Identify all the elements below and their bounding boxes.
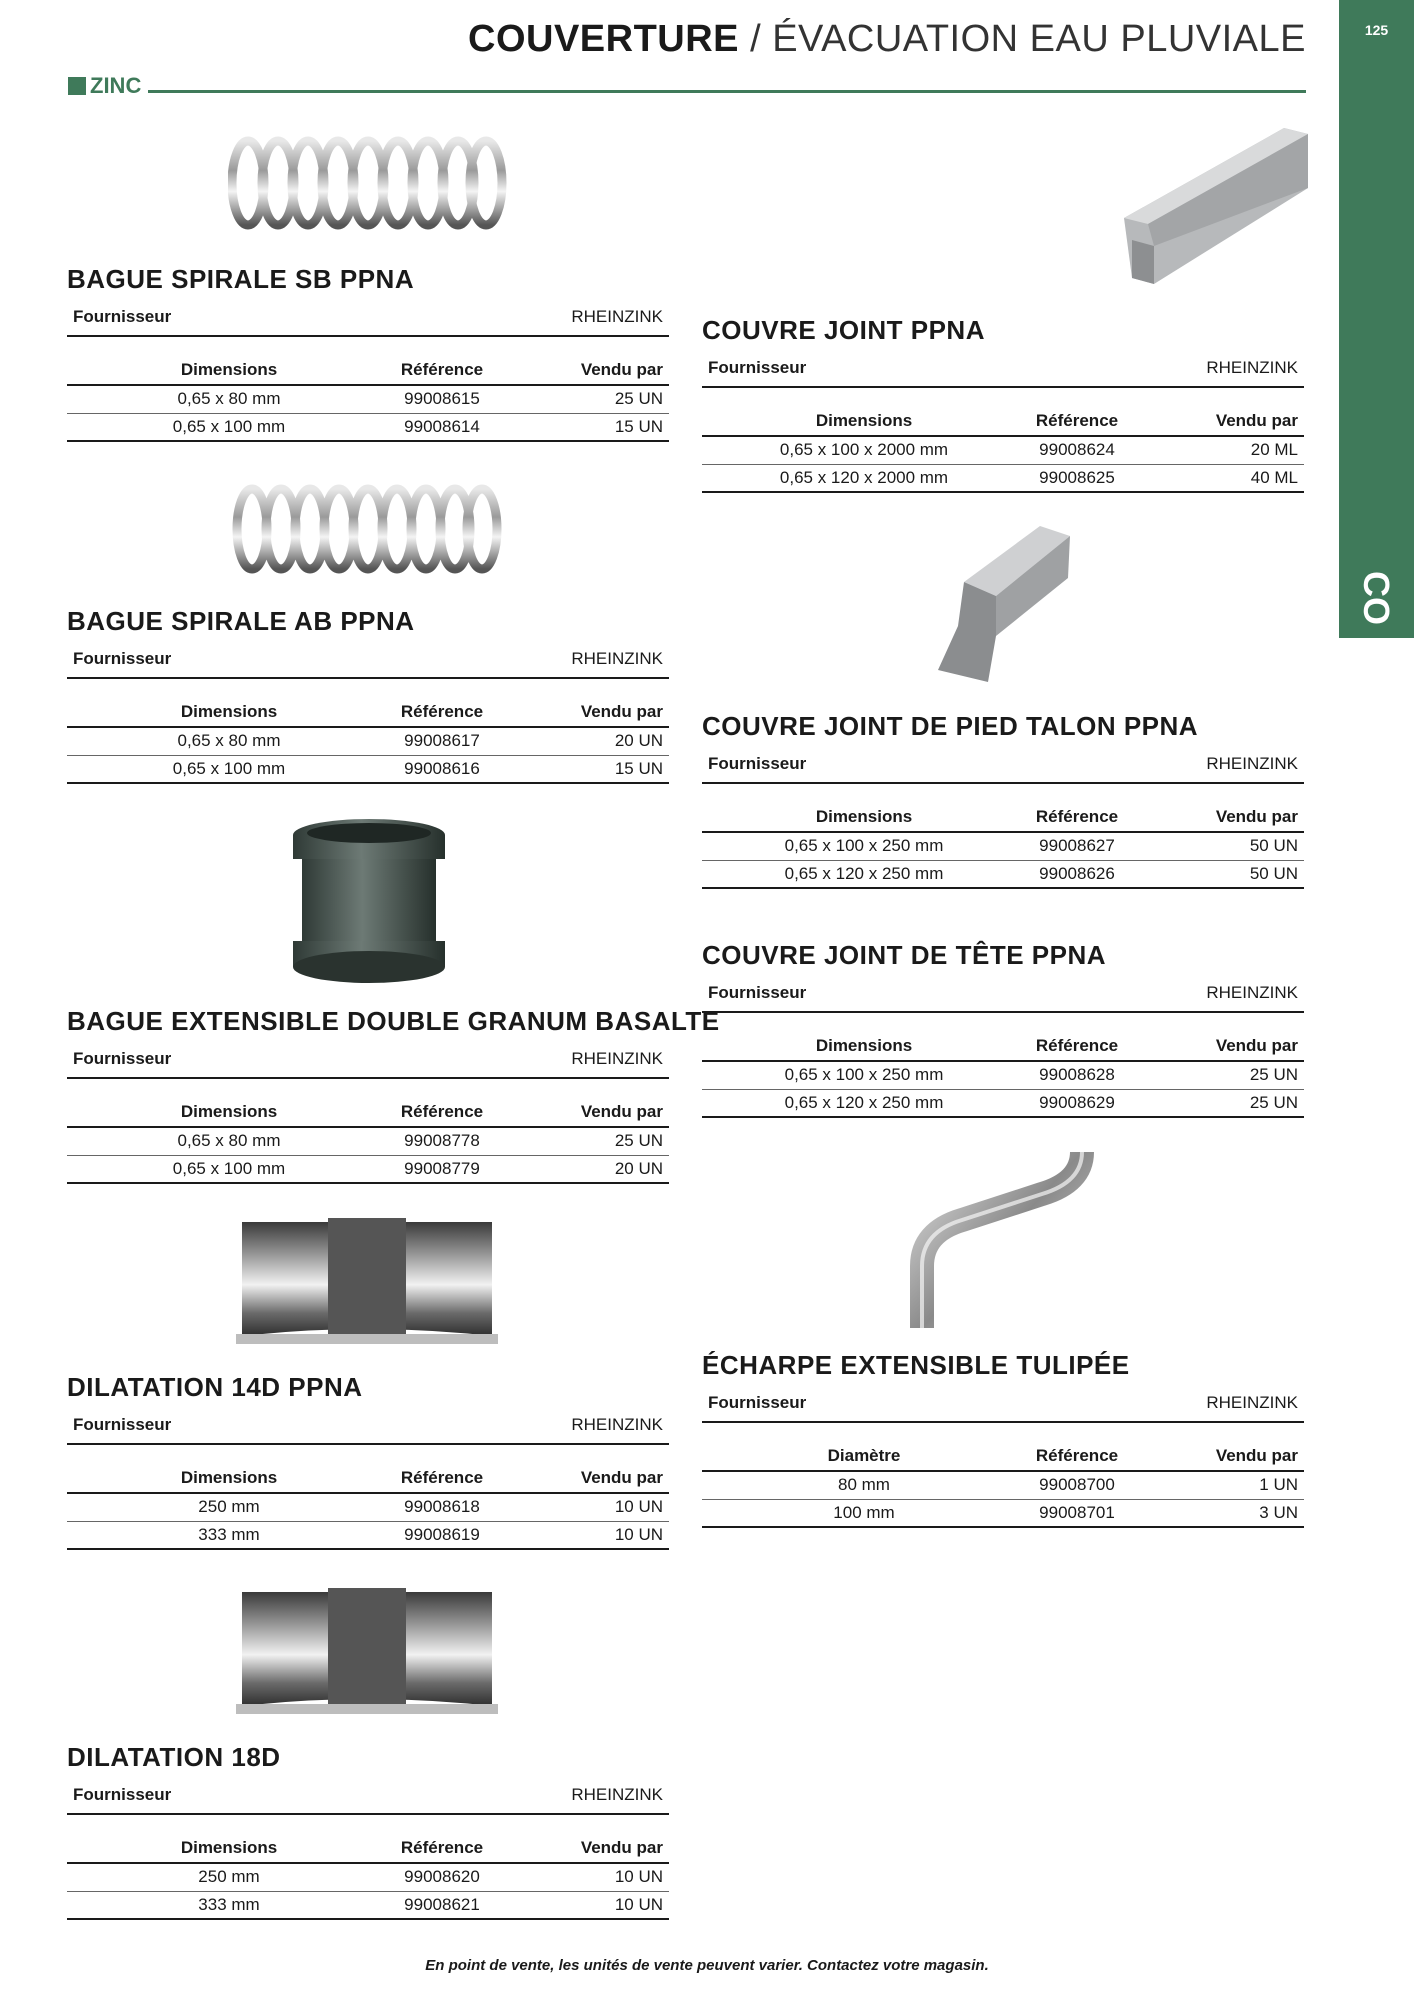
cell-dimension: 0,65 x 100 x 2000 mm [702, 436, 992, 464]
table-row [67, 1863, 669, 1891]
cell-reference: 99008615 [357, 385, 527, 413]
cell-reference: 99008625 [992, 464, 1162, 492]
page-title-sub: / ÉVACUATION EAU PLUVIALE [739, 18, 1306, 60]
supplier-value: RHEINZINK [1206, 754, 1298, 773]
foot-joint-cover-image [936, 522, 1072, 688]
product-title: BAGUE SPIRALE AB PPNA [67, 606, 415, 636]
cell-sold-by: 25 UN [1162, 1061, 1304, 1089]
cell-reference: 99008778 [357, 1127, 527, 1155]
col-dimensions: Dimensions [67, 1827, 357, 1863]
col-sold-by: Vendu par [527, 1827, 669, 1863]
product-table [67, 1091, 669, 1184]
cell-diameter: 80 mm [702, 1471, 992, 1499]
table-row [702, 832, 1304, 860]
supplier-row [67, 1777, 669, 1815]
cell-reference: 99008626 [992, 860, 1162, 888]
table-row [67, 1127, 669, 1155]
table-row [702, 860, 1304, 888]
cell-dimension: 0,65 x 80 mm [67, 727, 357, 755]
table-row [702, 1061, 1304, 1089]
table-row [67, 1155, 669, 1183]
cell-sold-by: 15 UN [527, 755, 669, 783]
supplier-label: Fournisseur [73, 1785, 172, 1804]
product-bague-spirale-sb [67, 259, 669, 442]
table-header-row [67, 1091, 669, 1127]
col-sold-by: Vendu par [1162, 1025, 1304, 1061]
col-diameter: Diamètre [702, 1435, 992, 1471]
product-table [702, 1435, 1304, 1528]
table-row [67, 1891, 669, 1919]
product-echarpe-tulipee [702, 1345, 1304, 1528]
cell-reference: 99008620 [357, 1863, 527, 1891]
supplier-row [702, 746, 1304, 784]
col-reference: Référence [357, 1091, 527, 1127]
cell-sold-by: 50 UN [1162, 860, 1304, 888]
page-number: 125 [1364, 22, 1389, 38]
cell-dimension: 0,65 x 100 x 250 mm [702, 832, 992, 860]
supplier-row [702, 975, 1304, 1013]
supplier-row [702, 1385, 1304, 1423]
supplier-label: Fournisseur [73, 307, 172, 326]
col-reference: Référence [992, 400, 1162, 436]
cell-sold-by: 20 UN [527, 1155, 669, 1183]
page-title-main: COUVERTURE [468, 18, 740, 60]
col-reference: Référence [357, 349, 527, 385]
product-table [67, 349, 669, 442]
table-header-row [67, 1827, 669, 1863]
supplier-row [67, 1041, 669, 1079]
table-row [67, 1493, 669, 1521]
col-dimensions: Dimensions [702, 400, 992, 436]
cell-sold-by: 15 UN [527, 413, 669, 441]
col-dimensions: Dimensions [702, 796, 992, 832]
cell-sold-by: 20 UN [527, 727, 669, 755]
supplier-value: RHEINZINK [1206, 358, 1298, 377]
supplier-value: RHEINZINK [571, 307, 663, 326]
col-reference: Référence [992, 796, 1162, 832]
cell-dimension: 0,65 x 100 mm [67, 413, 357, 441]
col-reference: Référence [357, 1457, 527, 1493]
table-row [702, 1471, 1304, 1499]
table-row [702, 436, 1304, 464]
col-dimensions: Dimensions [67, 349, 357, 385]
product-table [702, 796, 1304, 889]
supplier-value: RHEINZINK [571, 649, 663, 668]
product-title: BAGUE SPIRALE SB PPNA [67, 264, 415, 294]
supplier-row [67, 299, 669, 337]
section-divider [148, 90, 1306, 93]
cell-sold-by: 25 UN [1162, 1089, 1304, 1117]
cell-dimension: 0,65 x 120 x 250 mm [702, 1089, 992, 1117]
expansion-joint-18d-image [236, 1588, 498, 1720]
table-row [67, 727, 669, 755]
col-sold-by: Vendu par [1162, 1435, 1304, 1471]
supplier-label: Fournisseur [708, 754, 807, 773]
table-header-row [702, 400, 1304, 436]
supplier-row [702, 350, 1304, 388]
section-label [68, 73, 141, 99]
cell-sold-by: 40 ML [1162, 464, 1304, 492]
product-title: BAGUE EXTENSIBLE DOUBLE GRANUM BASALTE [67, 1006, 720, 1036]
cell-dimension: 0,65 x 100 x 250 mm [702, 1061, 992, 1089]
cell-dimension: 333 mm [67, 1521, 357, 1549]
col-reference: Référence [357, 1827, 527, 1863]
col-sold-by: Vendu par [527, 1457, 669, 1493]
cell-dimension: 333 mm [67, 1891, 357, 1919]
col-reference: Référence [992, 1025, 1162, 1061]
chapter-code: CO [1356, 571, 1397, 625]
table-row [67, 385, 669, 413]
cell-reference: 99008621 [357, 1891, 527, 1919]
table-header-row [702, 1025, 1304, 1061]
table-row [67, 755, 669, 783]
col-reference: Référence [992, 1435, 1162, 1471]
spiral-ring-ab-image [232, 478, 504, 580]
product-table [67, 691, 669, 784]
cell-reference: 99008617 [357, 727, 527, 755]
cell-sold-by: 10 UN [527, 1493, 669, 1521]
product-title: DILATATION 18D [67, 1742, 281, 1772]
cell-reference: 99008628 [992, 1061, 1162, 1089]
supplier-label: Fournisseur [73, 649, 172, 668]
cell-reference: 99008616 [357, 755, 527, 783]
product-bague-spirale-ab [67, 601, 669, 784]
table-header-row [67, 691, 669, 727]
cell-diameter: 100 mm [702, 1499, 992, 1527]
cell-dimension: 250 mm [67, 1493, 357, 1521]
supplier-label: Fournisseur [708, 983, 807, 1002]
cell-reference: 99008624 [992, 436, 1162, 464]
product-dilatation-14d [67, 1367, 669, 1550]
cell-sold-by: 3 UN [1162, 1499, 1304, 1527]
table-row [67, 1521, 669, 1549]
cell-dimension: 0,65 x 100 mm [67, 1155, 357, 1183]
expansion-joint-14d-image [236, 1218, 498, 1350]
product-couvre-joint-pied [702, 706, 1304, 889]
cell-reference: 99008614 [357, 413, 527, 441]
cell-sold-by: 20 ML [1162, 436, 1304, 464]
cell-sold-by: 1 UN [1162, 1471, 1304, 1499]
cell-dimension: 0,65 x 80 mm [67, 385, 357, 413]
cell-reference: 99008629 [992, 1089, 1162, 1117]
product-table [67, 1457, 669, 1550]
chapter-tab [1339, 0, 1414, 638]
product-title: COUVRE JOINT DE PIED TALON PPNA [702, 711, 1199, 741]
col-sold-by: Vendu par [527, 349, 669, 385]
table-row [702, 464, 1304, 492]
section-name: ZINC [90, 73, 142, 98]
col-reference: Référence [357, 691, 527, 727]
cell-sold-by: 25 UN [527, 385, 669, 413]
table-row [702, 1499, 1304, 1527]
supplier-label: Fournisseur [73, 1415, 172, 1434]
product-table [702, 1025, 1304, 1118]
col-sold-by: Vendu par [527, 1091, 669, 1127]
table-header-row [67, 349, 669, 385]
supplier-value: RHEINZINK [571, 1785, 663, 1804]
product-title: ÉCHARPE EXTENSIBLE TULIPÉE [702, 1350, 1130, 1380]
cell-reference: 99008618 [357, 1493, 527, 1521]
supplier-row [67, 641, 669, 679]
joint-cover-image [1124, 128, 1308, 292]
col-dimensions: Dimensions [67, 1457, 357, 1493]
col-dimensions: Dimensions [702, 1025, 992, 1061]
spiral-ring-sb-image [228, 128, 510, 238]
cell-reference: 99008627 [992, 832, 1162, 860]
cell-dimension: 0,65 x 100 mm [67, 755, 357, 783]
supplier-label: Fournisseur [708, 1393, 807, 1412]
product-table [702, 400, 1304, 493]
table-header-row [67, 1457, 669, 1493]
supplier-label: Fournisseur [73, 1049, 172, 1068]
cell-reference: 99008700 [992, 1471, 1162, 1499]
extensible-ring-image [288, 815, 450, 985]
supplier-row [67, 1407, 669, 1445]
product-table [67, 1827, 669, 1920]
table-row [702, 1089, 1304, 1117]
cell-sold-by: 50 UN [1162, 832, 1304, 860]
col-sold-by: Vendu par [1162, 796, 1304, 832]
page-title [468, 18, 1306, 61]
table-header-row [702, 1435, 1304, 1471]
cell-reference: 99008701 [992, 1499, 1162, 1527]
product-couvre-joint-tete [702, 935, 1304, 1118]
supplier-value: RHEINZINK [1206, 1393, 1298, 1412]
product-bague-extensible [67, 1001, 720, 1184]
supplier-value: RHEINZINK [1206, 983, 1298, 1002]
cell-sold-by: 10 UN [527, 1863, 669, 1891]
cell-sold-by: 25 UN [527, 1127, 669, 1155]
section-marker-icon [68, 77, 86, 95]
cell-sold-by: 10 UN [527, 1521, 669, 1549]
supplier-value: RHEINZINK [571, 1415, 663, 1434]
cell-dimension: 0,65 x 80 mm [67, 1127, 357, 1155]
table-row [67, 413, 669, 441]
col-sold-by: Vendu par [1162, 400, 1304, 436]
product-title: DILATATION 14D PPNA [67, 1372, 363, 1402]
footer-note: En point de vente, les unités de vente peuvent varier. Contactez votre magasin. [425, 1957, 989, 1974]
product-dilatation-18d [67, 1737, 669, 1920]
table-header-row [702, 796, 1304, 832]
supplier-label: Fournisseur [708, 358, 807, 377]
col-dimensions: Dimensions [67, 691, 357, 727]
cell-dimension: 250 mm [67, 1863, 357, 1891]
cell-reference: 99008619 [357, 1521, 527, 1549]
product-couvre-joint [702, 310, 1304, 493]
cell-dimension: 0,65 x 120 x 250 mm [702, 860, 992, 888]
cell-reference: 99008779 [357, 1155, 527, 1183]
product-title: COUVRE JOINT PPNA [702, 315, 985, 345]
tulip-offset-pipe-image [892, 1146, 1116, 1332]
col-dimensions: Dimensions [67, 1091, 357, 1127]
cell-dimension: 0,65 x 120 x 2000 mm [702, 464, 992, 492]
product-title: COUVRE JOINT DE TÊTE PPNA [702, 940, 1106, 970]
supplier-value: RHEINZINK [571, 1049, 663, 1068]
cell-sold-by: 10 UN [527, 1891, 669, 1919]
col-sold-by: Vendu par [527, 691, 669, 727]
